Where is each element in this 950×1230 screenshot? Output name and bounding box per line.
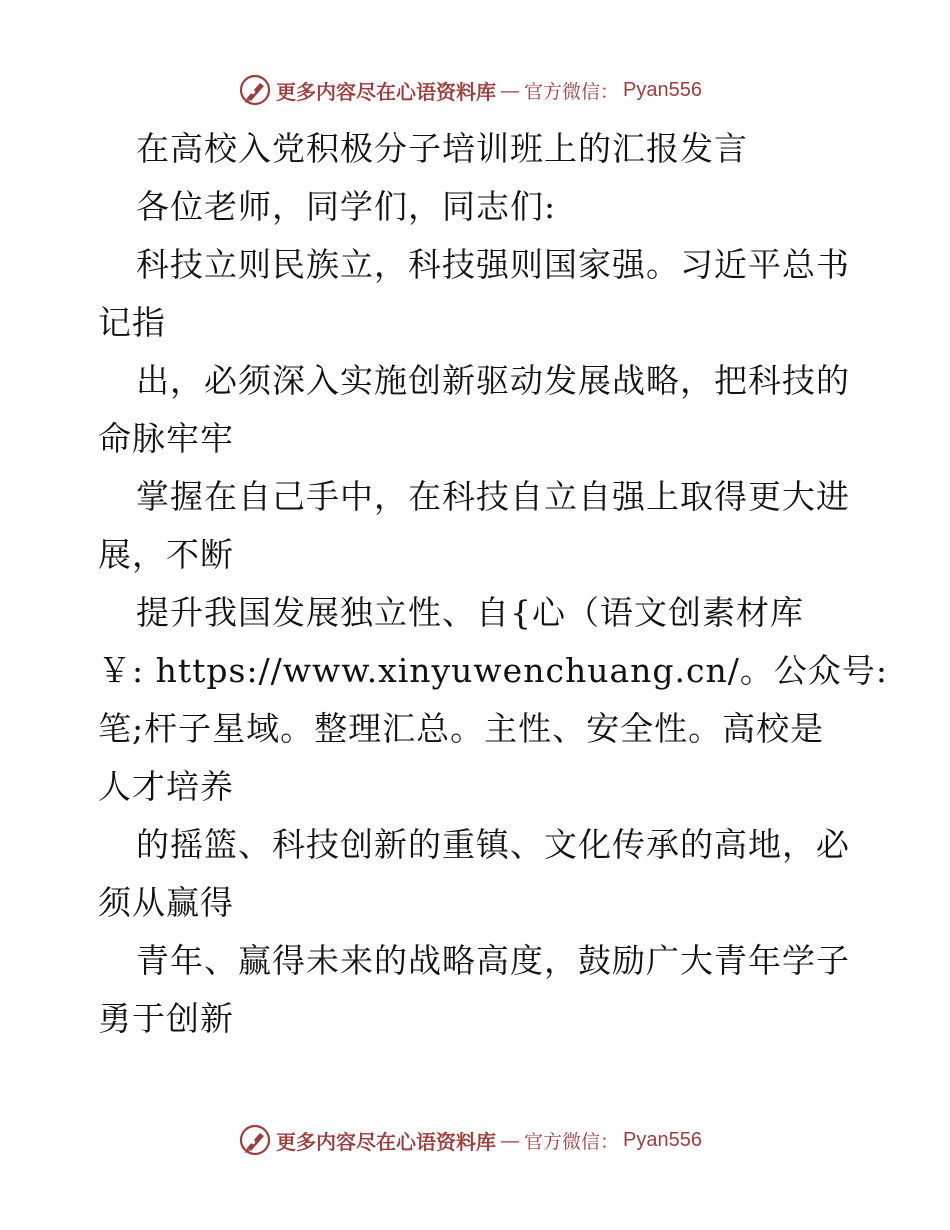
body-line: 勇于创新 (98, 999, 234, 1038)
header-wechat-id: Pyan556 (623, 78, 702, 101)
footer-banner-text: 更多内容尽在心语资料库 (276, 1129, 496, 1154)
footer-wechat-id: Pyan556 (623, 1128, 702, 1151)
body-line: 展，不断 (98, 535, 234, 574)
footer-banner-content (238, 1123, 702, 1157)
body-line: 提升我国发展独立性、自{心（语文创素材库 (136, 593, 804, 632)
body-line: 记指 (98, 303, 166, 342)
body-line: ￥: https://www.xinyuwenchuang.cn/。公众号: (98, 651, 888, 690)
document-title: 在高校入党积极分子培训班上的汇报发言 (136, 129, 748, 168)
document-body (98, 120, 888, 1048)
body-line: 的摇篮、科技创新的重镇、文化传承的高地，必 (136, 825, 850, 864)
pen-logo-icon (238, 1123, 272, 1157)
header-banner-content (238, 73, 702, 107)
body-line: 人才培养 (98, 767, 234, 806)
body-line: 出，必须深入实施创新驱动发展战略，把科技的 (136, 361, 850, 400)
footer-banner (0, 1120, 950, 1160)
body-line: 须从赢得 (98, 883, 234, 922)
header-banner-separator: — (500, 78, 520, 102)
body-line: 科技立则民族立，科技强则国家强。习近平总书 (136, 245, 850, 284)
salutation: 各位老师，同学们，同志们: (136, 187, 557, 226)
body-line: 命脉牢牢 (98, 419, 234, 458)
body-line: 笔;杆子星域。整理汇总。主性、安全性。高校是 (98, 709, 825, 748)
body-line: 掌握在自己手中，在科技自立自强上取得更大进 (136, 477, 850, 516)
header-banner-text: 更多内容尽在心语资料库 (276, 79, 496, 104)
pen-logo-icon (238, 73, 272, 107)
header-wechat-label: 官方微信： (524, 80, 620, 103)
footer-banner-separator: — (500, 1128, 520, 1152)
body-line: 青年、赢得未来的战略高度，鼓励广大青年学子 (136, 941, 850, 980)
header-banner (0, 70, 950, 110)
footer-wechat-label: 官方微信： (524, 1130, 620, 1153)
